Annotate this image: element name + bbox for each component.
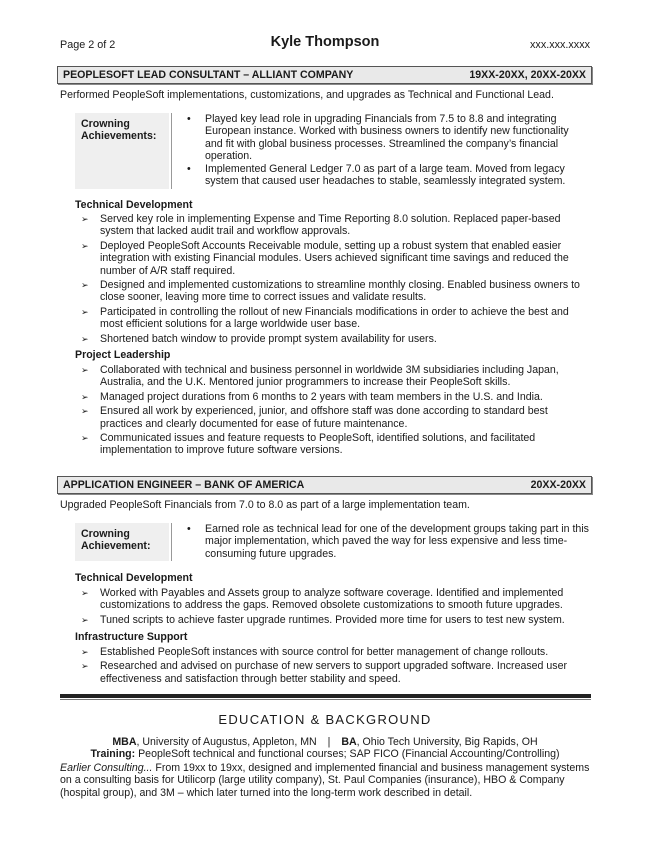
phone-number: xxx.xxx.xxxx — [530, 39, 590, 51]
list-item — [80, 391, 592, 403]
job-title: PEOPLESOFT LEAD CONSULTANT – ALLIANT COMPANY — [63, 69, 354, 81]
list-item-text: Collaborated with technical and business personnel in worldwide 3M subsidiaries including Japan, Australia, and the U.K. Mentored junior programmers to increase their PeopleSoft skills. — [100, 364, 559, 389]
arrow-bullet-icon: ➢ — [81, 214, 89, 224]
list-item-text: Participated in controlling the rollout of new Financials modifications in order to achieve the best and most efficient solutions for a large worldwide user base. — [100, 305, 569, 331]
job-dates: 20XX-20XX — [530, 479, 586, 491]
bullet-dot-icon: • — [187, 162, 191, 175]
ba-label: BA — [341, 736, 357, 748]
training-label: Training: — [90, 748, 136, 760]
section-divider — [60, 694, 591, 698]
list-item-text: Ensured all work by experienced, junior, and offshore staff was done according to standard best practices and clearly documented for ease of future maintenance. — [100, 405, 548, 430]
list-item-text: Earned role as technical lead for one of the development groups taking part in this major implementation, which paved the way for less expensive and less time-consuming future upgrades. — [205, 523, 589, 560]
list-item-text: Designed and implemented customizations to streamline monthly closing. Enabled business owners to close sooner, leaving more time to correct issues and validate results. — [100, 279, 580, 304]
section-subheading: Infrastructure Support — [75, 631, 188, 643]
list-item-text: Researched and advised on purchase of new servers to support upgraded software. Increased user effectiveness and satisfaction through better stability and speed. — [100, 660, 567, 685]
page-number: Page 2 of 2 — [60, 39, 116, 51]
list-item — [80, 306, 592, 331]
consulting-label: Earlier Consulting... — [60, 762, 153, 774]
bullet-list — [80, 646, 592, 685]
list-item — [187, 523, 589, 560]
crowning-achievement-box — [75, 523, 590, 561]
bullet-dot-icon: • — [187, 113, 191, 125]
arrow-bullet-icon: ➢ — [81, 647, 89, 657]
list-item-text: Worked with Payables and Assets group to analyze software coverage. Identified and implemented customizations to address the gaps. Removed obsolete customizations to smooth future upgrades. — [100, 587, 564, 612]
bullet-dot-icon: • — [187, 523, 191, 535]
mba-label: MBA — [112, 736, 137, 748]
arrow-bullet-icon: ➢ — [81, 406, 89, 417]
arrow-bullet-icon: ➢ — [81, 661, 89, 672]
crowning-label-line-2: Achievement: — [81, 540, 151, 553]
arrow-bullet-icon: ➢ — [81, 306, 89, 317]
list-item — [187, 113, 589, 163]
crowning-divider — [171, 113, 172, 189]
section-subheading: Technical Development — [75, 572, 193, 584]
section-subheading: Technical Development — [75, 199, 193, 211]
page-header — [60, 34, 590, 56]
job-title-bar-1 — [57, 66, 592, 84]
training-line — [0, 748, 650, 760]
crowning-achievements-box — [75, 113, 590, 189]
section-subheading: Project Leadership — [75, 349, 171, 361]
arrow-bullet-icon: ➢ — [81, 333, 89, 344]
list-item-text: Implemented General Ledger 7.0 as part of a large team. Moved from legacy system that caused user headaches to stable, seamlessly integrated system. — [205, 162, 566, 188]
list-item-text: Played key lead role in upgrading Financials from 7.5 to 8.8 and integrating European instance. Worked with business owners to identify new functionality and fit with global business processes. Streamlined the company’s financial operation. — [205, 113, 569, 163]
bullet-list — [80, 364, 592, 457]
degree-separator: | — [327, 736, 331, 748]
list-item — [80, 587, 592, 612]
list-item — [80, 279, 592, 304]
crowning-label-line-2: Achievements: — [81, 130, 157, 143]
candidate-name: Kyle Thompson — [270, 34, 380, 50]
list-item-text: Established PeopleSoft instances with source control for better management of change rollouts. — [100, 646, 549, 658]
job-title: APPLICATION ENGINEER – BANK OF AMERICA — [63, 479, 305, 491]
crowning-divider — [171, 523, 172, 561]
list-item — [80, 646, 592, 658]
crowning-label-line-1: Crowning — [81, 528, 130, 540]
list-item — [80, 614, 592, 626]
list-item — [80, 660, 592, 685]
degrees-line — [0, 736, 650, 748]
job-intro: Performed PeopleSoft implementations, customizations, and upgrades as Technical and Functional Lead. — [60, 89, 554, 101]
list-item-text: Managed project durations from 6 months to 2 years with team members in the U.S. and India. — [100, 390, 543, 403]
arrow-bullet-icon: ➢ — [81, 365, 89, 375]
list-item — [80, 240, 592, 277]
list-item-text: Deployed PeopleSoft Accounts Receivable module, setting up a robust system that enabled easier integration with existing Financial modules. Users achieved significant time savings and reduced the number of A/R staff required. — [100, 239, 569, 277]
list-item-text: Shortened batch window to provide prompt system availability for users. — [100, 332, 437, 345]
job-title-bar-2 — [57, 476, 592, 494]
arrow-bullet-icon: ➢ — [81, 433, 89, 444]
arrow-bullet-icon: ➢ — [81, 280, 89, 291]
list-item-text: Communicated issues and feature requests to PeopleSoft, identified solutions, and facilitated implementation to improve future software versions. — [100, 432, 536, 457]
crowning-label-line-1: Crowning — [81, 118, 130, 130]
list-item-text: Served key role in implementing Expense and Time Reporting 8.0 solution. Replaced paper-based system that lacked audit trail and workflow approvals. — [100, 213, 561, 238]
job-dates: 19XX-20XX, 20XX-20XX — [469, 69, 586, 81]
job-intro: Upgraded PeopleSoft Financials from 7.0 to 8.0 as part of a large implementation team. — [60, 499, 470, 511]
crowning-list — [187, 113, 589, 187]
education-heading: EDUCATION & BACKGROUND — [218, 712, 432, 727]
consulting-text: From 19xx to 19xx, designed and implemented financial and business management systems on a consulting basis for Utilicorp (large utility company), St. Paul Companies (insurance), HBO & Company (hospital group), and 3M – which later turned into the long-term work described in detail. — [60, 762, 590, 799]
list-item — [80, 364, 592, 389]
section-divider-thin — [60, 699, 591, 700]
crowning-label — [75, 113, 169, 189]
list-item — [80, 333, 592, 345]
bullet-list — [80, 213, 592, 345]
bullet-list — [80, 587, 592, 626]
list-item-text: Tuned scripts to achieve faster upgrade runtimes. Provided more time for users to test new system. — [100, 613, 565, 626]
list-item — [80, 432, 592, 457]
arrow-bullet-icon: ➢ — [81, 240, 89, 251]
arrow-bullet-icon: ➢ — [81, 391, 89, 402]
list-item — [80, 405, 592, 430]
mba-text: , University of Augustus, Appleton, MN — [136, 736, 317, 748]
crowning-list — [187, 523, 589, 560]
crowning-label — [75, 523, 169, 561]
list-item — [187, 163, 589, 188]
arrow-bullet-icon: ➢ — [81, 614, 89, 625]
ba-text: , Ohio Tech University, Big Rapids, OH — [356, 736, 538, 748]
arrow-bullet-icon: ➢ — [81, 588, 89, 598]
training-text: PeopleSoft technical and functional courses; SAP FICO (Financial Accounting/Controlling) — [135, 748, 560, 760]
earlier-consulting — [60, 762, 590, 799]
list-item — [80, 213, 592, 238]
